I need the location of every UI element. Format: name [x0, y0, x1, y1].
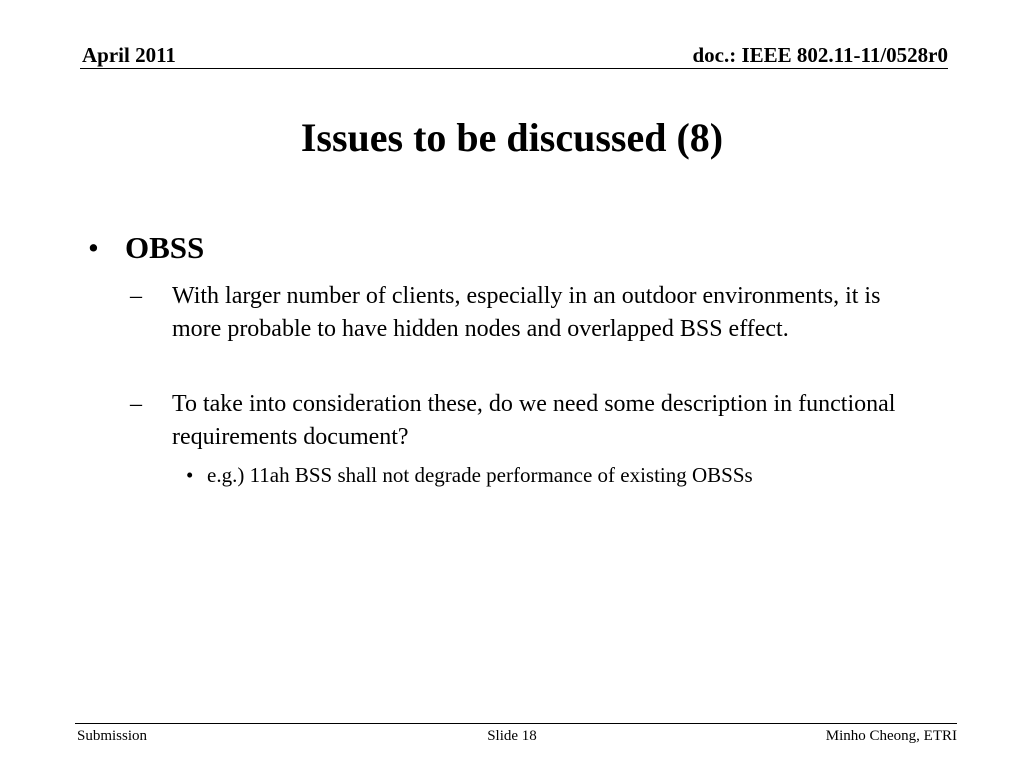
slide-title: Issues to be discussed (8): [300, 115, 724, 160]
dash-icon: –: [130, 391, 142, 417]
header-doc-id: doc.: IEEE 802.11-11/0528r0: [692, 43, 948, 67]
sub-item-hidden-nodes-text: With larger number of clients, especially in an outdoor environments, it is more probable to have hidden nodes and overlapped BSS effect.: [172, 283, 881, 342]
sub-sub-item-example-text: e.g.) 11ah BSS shall not degrade performance of existing OBSSs: [207, 463, 753, 487]
footer-submission: Submission: [77, 728, 148, 744]
header-divider: [80, 68, 948, 69]
sub-item-hidden-nodes: [130, 280, 910, 346]
header-date: April 2011: [82, 43, 176, 67]
footer-divider: [75, 723, 957, 724]
bullet-obss-label: OBSS: [125, 230, 205, 265]
bullet-icon: •: [88, 230, 99, 265]
small-bullet-icon: •: [186, 463, 194, 487]
footer-slide-number: Slide 18: [487, 728, 537, 744]
sub-item-description: [130, 388, 910, 454]
footer-author: Minho Cheong, ETRI: [825, 728, 957, 744]
dash-icon: –: [130, 283, 142, 309]
sub-item-description-text: To take into consideration these, do we need some description in functional requirements document?: [172, 391, 896, 450]
